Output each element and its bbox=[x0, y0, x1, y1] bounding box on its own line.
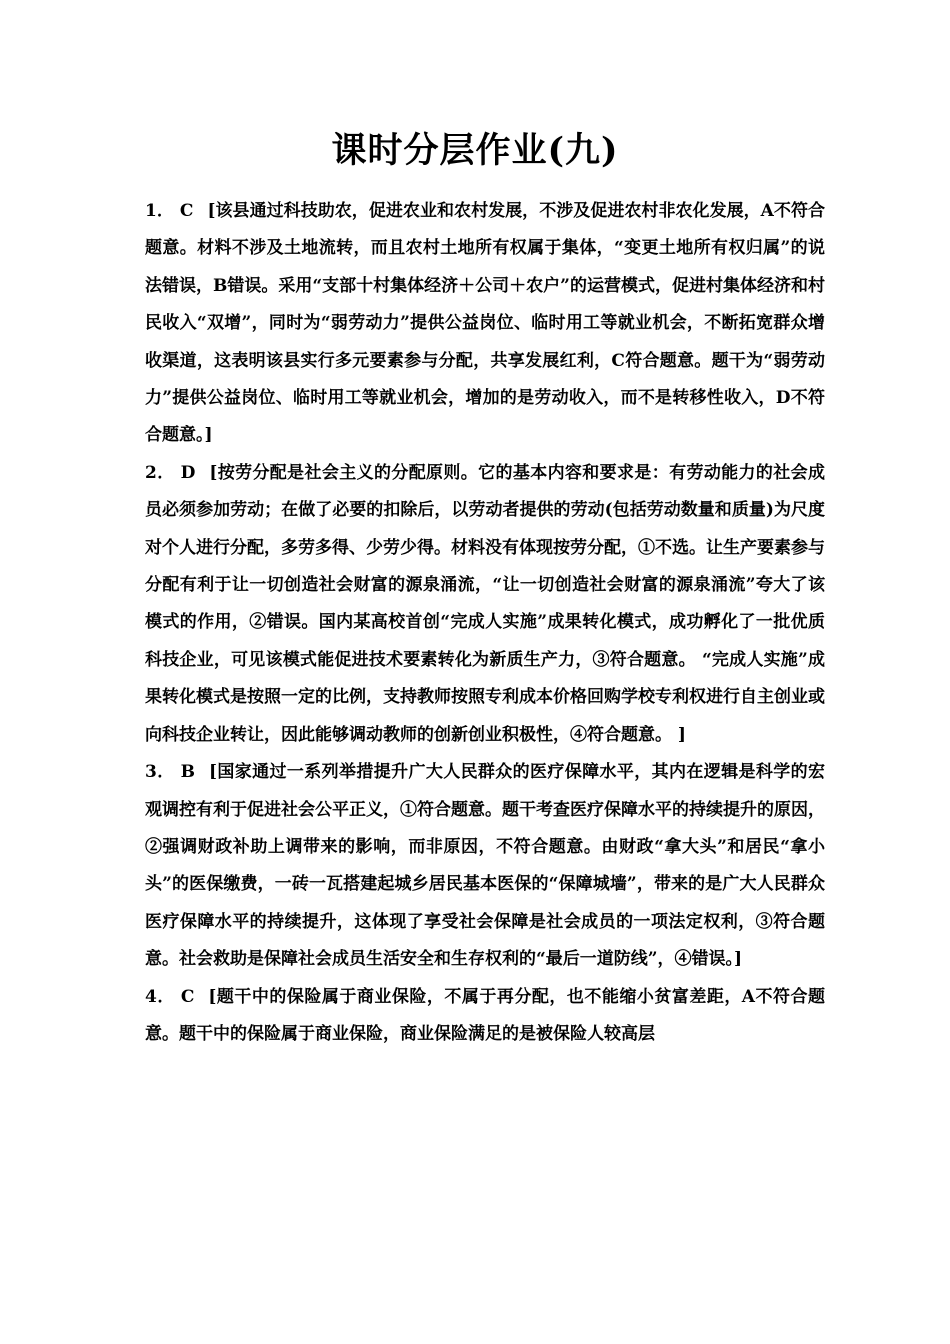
answer-number: 3． bbox=[145, 762, 175, 783]
answer-choice: C bbox=[180, 986, 195, 1007]
answer-explanation: [国家通过一系列举措提升广大人民群众的医疗保障水平，其内在逻辑是科学的宏观调控有利于促进社会公平正义，①符合题意。题干考查医疗保障水平的持续提升的原因，②强调财政补助上调带来的影响，而非原因，不符合题意。由财政“拿大头”和居民“拿小头”的医保缴费，一砖一瓦搭建起城乡居民基本医保的“保障城墙”，带来的是广大人民群众医疗保障水平的持续提升，这体现了享受社会保障是社会成员的一项法定权利，③符合题意。社会救助是保障社会成员生活安全和生存权利的“最后一道防线”，④错误。] bbox=[145, 762, 825, 970]
answer-choice: B bbox=[180, 762, 195, 783]
answer-number: 4． bbox=[145, 986, 175, 1007]
answer-explanation: [该县通过科技助农，促进农业和农村发展，不涉及促进农村非农化发展，A不符合题意。材料不涉及土地流转，而且农村土地所有权属于集体，“变更土地所有权归属”的说法错误，B错误。采用“支部十村集体经济＋公司＋农户”的运营模式，促进村集体经济和村民收入“双增”，同时为“弱劳动力”提供公益岗位、临时用工等就业机会，不断拓宽群众增收渠道，这表明该县实行多元要素参与分配，共享发展红利，C符合题意。题干为“弱劳动力”提供公益岗位、临时用工等就业机会，增加的是劳动收入，而不是转移性收入，D不符合题意。] bbox=[145, 201, 825, 446]
answer-item-2 bbox=[145, 455, 825, 754]
answer-item-3 bbox=[145, 754, 825, 978]
answer-choice: C bbox=[179, 201, 194, 221]
answer-number: 2． bbox=[145, 462, 175, 483]
answer-explanation: [按劳分配是社会主义的分配原则。它的基本内容和要求是：有劳动能力的社会成员必须参加劳动；在做了必要的扣除后，以劳动者提供的劳动(包括劳动数量和质量)为尺度对个人进行分配，多劳多得、少劳少得。材料没有体现按劳分配，①不选。让生产要素参与分配有利于让一切创造社会财富的源泉涌流，“让一切创造社会财富的源泉涌流”夸大了该模式的作用，②错误。国内某高校首创“完成人实施”成果转化模式，成功孵化了一批优质科技企业，可见该模式能促进技术要素转化为新质生产力，③符合题意。 “完成人实施”成果转化模式是按照一定的比例，支持教师按照专利成本价格回购学校专利权进行自主创业或向科技企业转让，因此能够调动教师的创新创业积极性，④符合题意。 ] bbox=[145, 462, 825, 745]
answer-item-4 bbox=[145, 979, 825, 1054]
answer-explanation: [题干中的保险属于商业保险，不属于再分配，也不能缩小贫富差距，A不符合题意。题干中的保险属于商业保险，商业保险满足的是被保险人较高层 bbox=[145, 986, 825, 1044]
answer-list bbox=[145, 193, 825, 1053]
answer-item-1 bbox=[145, 193, 825, 455]
answer-choice: D bbox=[180, 462, 196, 483]
document-title: 课时分层作业(九) bbox=[331, 130, 619, 171]
answer-number: 1． bbox=[145, 201, 174, 221]
